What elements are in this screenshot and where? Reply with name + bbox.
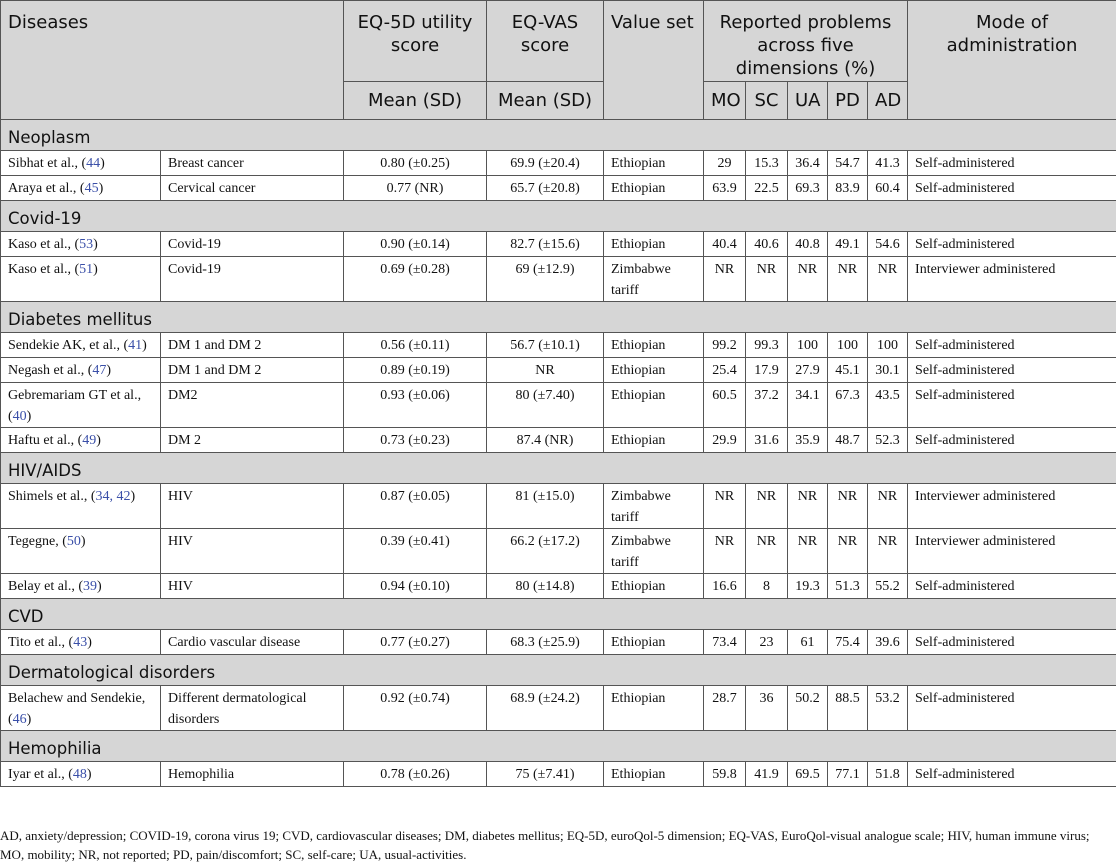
- eq-vas-cell: 82.7 (±15.6): [487, 232, 604, 257]
- eq5d-utility-cell: 0.78 (±0.26): [344, 762, 487, 787]
- reference-link[interactable]: 46: [12, 712, 27, 727]
- header-mode-of-administration: Mode of administration: [908, 1, 1116, 120]
- pd-cell: NR: [828, 529, 868, 574]
- mode-cell: Self-administered: [908, 630, 1116, 655]
- ua-cell: 35.9: [788, 428, 828, 453]
- reference-link[interactable]: 45: [84, 181, 99, 196]
- disease-cell: HIV: [161, 484, 344, 529]
- disease-cell: Breast cancer: [161, 151, 344, 176]
- sc-cell: NR: [746, 529, 788, 574]
- pd-cell: 88.5: [828, 686, 868, 731]
- author-text: Iyar et al., (: [8, 767, 73, 782]
- pd-cell: 51.3: [828, 574, 868, 599]
- author-cell: [1, 529, 161, 574]
- section-title: CVD: [1, 599, 1116, 630]
- mo-cell: 73.4: [704, 630, 746, 655]
- author-cell: [1, 630, 161, 655]
- sc-cell: 23: [746, 630, 788, 655]
- table-row: [1, 232, 1116, 257]
- section-row: [1, 201, 1116, 232]
- mo-cell: 60.5: [704, 383, 746, 428]
- eq-vas-cell: 69.9 (±20.4): [487, 151, 604, 176]
- header-pd: PD: [828, 82, 868, 120]
- sc-cell: 99.3: [746, 333, 788, 358]
- table-row: [1, 151, 1116, 176]
- mode-cell: Self-administered: [908, 574, 1116, 599]
- mode-cell: Self-administered: [908, 686, 1116, 731]
- author-text: Araya et al., (: [8, 181, 85, 196]
- sc-cell: 31.6: [746, 428, 788, 453]
- eq-vas-cell: 56.7 (±10.1): [487, 333, 604, 358]
- ua-cell: 27.9: [788, 358, 828, 383]
- header-mo: MO: [704, 82, 746, 120]
- eq-vas-cell: 69 (±12.9): [487, 257, 604, 302]
- pd-cell: 77.1: [828, 762, 868, 787]
- disease-cell: DM 1 and DM 2: [161, 358, 344, 383]
- header-diseases: Diseases: [1, 1, 344, 120]
- eq5d-utility-cell: 0.87 (±0.05): [344, 484, 487, 529]
- ad-cell: 30.1: [868, 358, 908, 383]
- header-ua: UA: [788, 82, 828, 120]
- table-row: [1, 383, 1116, 428]
- disease-cell: Different dermatological disorders: [161, 686, 344, 731]
- section-row: [1, 599, 1116, 630]
- reference-link[interactable]: 49: [82, 433, 97, 448]
- author-cell: [1, 686, 161, 731]
- author-close: ): [100, 156, 105, 171]
- value-set-cell: Ethiopian: [604, 333, 704, 358]
- section-row: [1, 302, 1116, 333]
- ua-cell: NR: [788, 257, 828, 302]
- table-row: [1, 630, 1116, 655]
- mo-cell: 59.8: [704, 762, 746, 787]
- sc-cell: 17.9: [746, 358, 788, 383]
- disease-cell: Cardio vascular disease: [161, 630, 344, 655]
- ad-cell: NR: [868, 257, 908, 302]
- table-row: [1, 529, 1116, 574]
- sc-cell: 8: [746, 574, 788, 599]
- ad-cell: 52.3: [868, 428, 908, 453]
- disease-cell: Cervical cancer: [161, 176, 344, 201]
- eq-vas-cell: 68.3 (±25.9): [487, 630, 604, 655]
- header-eq-vas: EQ-VAS score: [487, 1, 604, 82]
- author-text: Negash et al., (: [8, 363, 93, 378]
- pd-cell: 48.7: [828, 428, 868, 453]
- ua-cell: NR: [788, 529, 828, 574]
- pd-cell: 54.7: [828, 151, 868, 176]
- author-cell: [1, 232, 161, 257]
- value-set-cell: Ethiopian: [604, 428, 704, 453]
- table-row: [1, 574, 1116, 599]
- eq-vas-cell: 66.2 (±17.2): [487, 529, 604, 574]
- mode-cell: Self-administered: [908, 176, 1116, 201]
- author-cell: [1, 151, 161, 176]
- disease-cell: Covid-19: [161, 232, 344, 257]
- ua-cell: 40.8: [788, 232, 828, 257]
- mo-cell: 25.4: [704, 358, 746, 383]
- disease-cell: DM 2: [161, 428, 344, 453]
- mode-cell: Self-administered: [908, 428, 1116, 453]
- author-cell: [1, 428, 161, 453]
- author-close: ): [130, 489, 136, 504]
- eq-vas-cell: 68.9 (±24.2): [487, 686, 604, 731]
- author-close: ): [93, 262, 98, 277]
- ua-cell: 50.2: [788, 686, 828, 731]
- table-row: [1, 257, 1116, 302]
- section-title: Diabetes mellitus: [1, 302, 1116, 333]
- mode-cell: Self-administered: [908, 383, 1116, 428]
- reference-link[interactable]: 41: [128, 338, 143, 353]
- ua-cell: 69.5: [788, 762, 828, 787]
- section-row: [1, 731, 1116, 762]
- pd-cell: 75.4: [828, 630, 868, 655]
- eq5d-utility-cell: 0.94 (±0.10): [344, 574, 487, 599]
- header-reported-problems: Reported problems across five dimensions (%): [704, 1, 908, 82]
- mode-cell: Self-administered: [908, 358, 1116, 383]
- eq-vas-cell: 80 (±14.8): [487, 574, 604, 599]
- section-title: Covid-19: [1, 201, 1116, 232]
- value-set-cell: Zimbabwe tariff: [604, 529, 704, 574]
- author-close: ): [80, 534, 86, 549]
- ad-cell: 43.5: [868, 383, 908, 428]
- sc-cell: NR: [746, 484, 788, 529]
- author-text: Tito et al., (: [8, 635, 74, 650]
- ua-cell: 61: [788, 630, 828, 655]
- sc-cell: 36: [746, 686, 788, 731]
- mode-cell: Self-administered: [908, 151, 1116, 176]
- author-close: ): [142, 338, 147, 353]
- author-cell: [1, 257, 161, 302]
- header-value-set: Value set: [604, 1, 704, 120]
- mode-cell: Self-administered: [908, 333, 1116, 358]
- author-cell: [1, 176, 161, 201]
- header-ad: AD: [868, 82, 908, 120]
- sc-cell: 40.6: [746, 232, 788, 257]
- author-text: Kaso et al., (: [8, 237, 80, 252]
- disease-cell: Hemophilia: [161, 762, 344, 787]
- mode-cell: Interviewer administered: [908, 257, 1116, 302]
- eq-vas-cell: 80 (±7.40): [487, 383, 604, 428]
- mo-cell: NR: [704, 257, 746, 302]
- table-body: [1, 120, 1116, 787]
- mo-cell: NR: [704, 529, 746, 574]
- table-row: [1, 762, 1116, 787]
- table-row: [1, 686, 1116, 731]
- sc-cell: 41.9: [746, 762, 788, 787]
- pd-cell: 100: [828, 333, 868, 358]
- author-cell: [1, 333, 161, 358]
- mo-cell: 29.9: [704, 428, 746, 453]
- section-title: Hemophilia: [1, 731, 1116, 762]
- ad-cell: 51.8: [868, 762, 908, 787]
- value-set-cell: Ethiopian: [604, 176, 704, 201]
- reference-link[interactable]: 43: [73, 635, 88, 650]
- mo-cell: 28.7: [704, 686, 746, 731]
- eq5d-utility-cell: 0.69 (±0.28): [344, 257, 487, 302]
- eq5d-utility-cell: 0.77 (±0.27): [344, 630, 487, 655]
- eq-vas-cell: 81 (±15.0): [487, 484, 604, 529]
- author-text: Haftu et al., (: [8, 433, 83, 448]
- table-row: [1, 176, 1116, 201]
- author-close: ): [106, 363, 112, 378]
- ad-cell: 39.6: [868, 630, 908, 655]
- disease-cell: HIV: [161, 574, 344, 599]
- ua-cell: 19.3: [788, 574, 828, 599]
- ad-cell: NR: [868, 529, 908, 574]
- eq-vas-cell: NR: [487, 358, 604, 383]
- pd-cell: NR: [828, 257, 868, 302]
- author-cell: [1, 574, 161, 599]
- mo-cell: 63.9: [704, 176, 746, 201]
- table-header: [1, 1, 1116, 120]
- author-cell: [1, 484, 161, 529]
- ad-cell: 60.4: [868, 176, 908, 201]
- eq5d-utility-cell: 0.56 (±0.11): [344, 333, 487, 358]
- table-row: [1, 428, 1116, 453]
- table-row: [1, 358, 1116, 383]
- ad-cell: 41.3: [868, 151, 908, 176]
- author-cell: [1, 383, 161, 428]
- pd-cell: 49.1: [828, 232, 868, 257]
- mo-cell: 99.2: [704, 333, 746, 358]
- ad-cell: 100: [868, 333, 908, 358]
- author-text: Kaso et al., (: [8, 262, 80, 277]
- author-cell: [1, 358, 161, 383]
- value-set-cell: Ethiopian: [604, 151, 704, 176]
- mo-cell: 16.6: [704, 574, 746, 599]
- value-set-cell: Ethiopian: [604, 574, 704, 599]
- pd-cell: 67.3: [828, 383, 868, 428]
- ad-cell: 54.6: [868, 232, 908, 257]
- reference-link[interactable]: 34, 42: [95, 489, 131, 504]
- ua-cell: 69.3: [788, 176, 828, 201]
- table-row: [1, 333, 1116, 358]
- ua-cell: NR: [788, 484, 828, 529]
- mode-cell: Interviewer administered: [908, 529, 1116, 574]
- value-set-cell: Zimbabwe tariff: [604, 257, 704, 302]
- value-set-cell: Ethiopian: [604, 762, 704, 787]
- author-close: ): [97, 579, 102, 594]
- table-footnote: AD, anxiety/depression; COVID-19, corona virus 19; CVD, cardiovascular diseases; DM, diabetes mellitus; EQ-5D, euroQol-5 dimension; EQ-VAS, EuroQol-visual analogue scale; HIV, human immune virus; MO, mobility; NR, not reported; PD, pain/discomfort; SC, self-care; UA, usual-activities.: [0, 828, 1090, 862]
- mode-cell: Interviewer administered: [908, 484, 1116, 529]
- eq5d-utility-cell: 0.39 (±0.41): [344, 529, 487, 574]
- author-close: ): [26, 712, 32, 727]
- author-close: ): [93, 237, 98, 252]
- section-row: [1, 453, 1116, 484]
- reference-link[interactable]: 39: [83, 579, 98, 594]
- value-set-cell: Ethiopian: [604, 383, 704, 428]
- eq-vas-cell: 65.7 (±20.8): [487, 176, 604, 201]
- disease-cell: Covid-19: [161, 257, 344, 302]
- section-row: [1, 655, 1116, 686]
- author-text: Tegegne, (: [8, 534, 67, 549]
- value-set-cell: Zimbabwe tariff: [604, 484, 704, 529]
- ad-cell: 53.2: [868, 686, 908, 731]
- mo-cell: NR: [704, 484, 746, 529]
- eq5d-utility-cell: 0.89 (±0.19): [344, 358, 487, 383]
- mo-cell: 40.4: [704, 232, 746, 257]
- reference-link[interactable]: 50: [66, 534, 81, 549]
- author-close: ): [26, 409, 32, 424]
- section-title: Neoplasm: [1, 120, 1116, 151]
- author-close: ): [87, 635, 92, 650]
- reference-link[interactable]: 47: [92, 363, 107, 378]
- reference-link[interactable]: 53: [79, 237, 94, 252]
- eq-vas-cell: 75 (±7.41): [487, 762, 604, 787]
- reference-link[interactable]: 51: [79, 262, 94, 277]
- author-text: Sibhat et al., (: [8, 156, 87, 171]
- disease-cell: HIV: [161, 529, 344, 574]
- author-text: Belay et al., (: [8, 579, 84, 594]
- ua-cell: 100: [788, 333, 828, 358]
- sc-cell: 37.2: [746, 383, 788, 428]
- mode-cell: Self-administered: [908, 762, 1116, 787]
- reference-link[interactable]: 44: [86, 156, 101, 171]
- header-sc: SC: [746, 82, 788, 120]
- author-text: Belachew and Sendekie, (: [8, 691, 146, 727]
- eq5d-utility-cell: 0.80 (±0.25): [344, 151, 487, 176]
- sc-cell: 22.5: [746, 176, 788, 201]
- ad-cell: NR: [868, 484, 908, 529]
- header-vas-mean-sd: Mean (SD): [487, 82, 604, 120]
- reference-link[interactable]: 48: [72, 767, 87, 782]
- pd-cell: 45.1: [828, 358, 868, 383]
- author-close: ): [86, 767, 92, 782]
- section-title: HIV/AIDS: [1, 453, 1116, 484]
- table-row: [1, 484, 1116, 529]
- value-set-cell: Ethiopian: [604, 686, 704, 731]
- ad-cell: 55.2: [868, 574, 908, 599]
- author-cell: [1, 762, 161, 787]
- reference-link[interactable]: 40: [12, 409, 27, 424]
- author-close: ): [98, 181, 104, 196]
- eq5d-utility-cell: 0.90 (±0.14): [344, 232, 487, 257]
- eq5d-utility-cell: 0.93 (±0.06): [344, 383, 487, 428]
- disease-cell: DM 1 and DM 2: [161, 333, 344, 358]
- ua-cell: 34.1: [788, 383, 828, 428]
- value-set-cell: Ethiopian: [604, 358, 704, 383]
- ua-cell: 36.4: [788, 151, 828, 176]
- author-close: ): [96, 433, 101, 448]
- pd-cell: NR: [828, 484, 868, 529]
- pd-cell: 83.9: [828, 176, 868, 201]
- sc-cell: NR: [746, 257, 788, 302]
- disease-cell: DM2: [161, 383, 344, 428]
- mo-cell: 29: [704, 151, 746, 176]
- author-text: Shimels et al., (: [8, 489, 96, 504]
- value-set-cell: Ethiopian: [604, 232, 704, 257]
- header-eq5d-mean-sd: Mean (SD): [344, 82, 487, 120]
- mode-cell: Self-administered: [908, 232, 1116, 257]
- eq5d-utility-cell: 0.77 (NR): [344, 176, 487, 201]
- author-text: Sendekie AK, et al., (: [8, 338, 129, 353]
- eq5d-utility-cell: 0.73 (±0.23): [344, 428, 487, 453]
- eq-vas-cell: 87.4 (NR): [487, 428, 604, 453]
- eq5d-utility-cell: 0.92 (±0.74): [344, 686, 487, 731]
- sc-cell: 15.3: [746, 151, 788, 176]
- header-eq5d-utility: EQ-5D utility score: [344, 1, 487, 82]
- value-set-cell: Ethiopian: [604, 630, 704, 655]
- section-row: [1, 120, 1116, 151]
- section-title: Dermatological disorders: [1, 655, 1116, 686]
- author-text: Gebremariam GT et al., (: [8, 388, 142, 424]
